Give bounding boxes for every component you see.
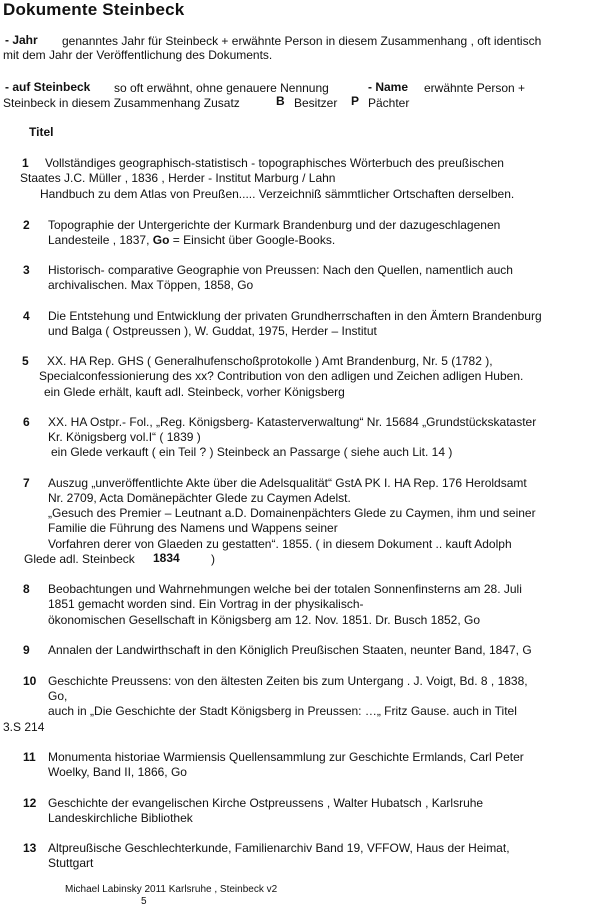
entry-line: archivalischen. Max Töppen, 1858, Go xyxy=(48,278,254,292)
entry-line: Go, xyxy=(48,689,68,703)
entry-line: Altpreußische Geschlechterkunde, Familienarchiv Band 19, VFFOW, Haus der Heimat, xyxy=(48,841,510,855)
entry-line: Landesteile , 1837, Go = Einsicht über Google-Books. xyxy=(48,233,336,247)
entry-line: Topographie der Untergerichte der Kurmark Brandenburg und der dazugeschlagenen xyxy=(48,218,501,232)
legend-name-key: - Name xyxy=(368,80,409,94)
entry-number: 8 xyxy=(23,582,30,596)
legend-b-key: B xyxy=(276,94,285,108)
document-title: Dokumente Steinbeck xyxy=(3,0,185,19)
entry-number: 7 xyxy=(23,476,30,490)
entry-line: ein Glede erhält, kauft adl. Steinbeck, vorher Königsberg xyxy=(44,385,345,399)
entry-line: auch in „Die Geschichte der Stadt Königsberg in Preussen: …„ Fritz Gause. auch in Titel xyxy=(48,704,517,718)
legend-p-key: P xyxy=(351,94,360,108)
legend-auf-text: so oft erwähnt, ohne genauere Nennung xyxy=(114,81,329,95)
entry-year-bold: 1834 xyxy=(153,551,180,565)
footer-page-number: 5 xyxy=(141,896,147,907)
legend-zusatz-text: Steinbeck in diesem Zusammenhang Zusatz xyxy=(3,96,240,110)
footer-author: Michael Labinsky 2011 Karlsruhe , Steinbeck v2 xyxy=(65,884,278,895)
entry-line: Glede adl. Steinbeck xyxy=(24,552,135,566)
section-title: Titel xyxy=(29,125,54,139)
entry-number: 5 xyxy=(22,354,29,368)
entry-line: Nr. 2709, Acta Domänepächter Glede zu Caymen Adelst. xyxy=(48,491,351,505)
entry-line: Stuttgart xyxy=(48,856,94,870)
entry-line: Annalen der Landwirthschaft in den Königlich Preußischen Staaten, neunter Band, 1847, G xyxy=(48,643,532,657)
legend-jahr-text-cont: mit dem Jahr der Veröffentlichung des Dokuments. xyxy=(3,48,273,62)
entry-line: XX. HA Rep. GHS ( Generalhufenschoßprotokolle ) Amt Brandenburg, Nr. 5 (1782 ), xyxy=(47,354,493,368)
entry-number: 9 xyxy=(23,643,30,657)
entry-line: Vorfahren derer von Glaeden zu gestatten“. 1855. ( in diesem Dokument .. kauft Adolph xyxy=(48,537,512,551)
entry-line: Die Entstehung und Entwicklung der privaten Grundherrschaften in den Ämtern Brandenburg xyxy=(48,309,542,323)
entry-number: 1 xyxy=(22,156,29,170)
entry-year-close: ) xyxy=(211,552,215,566)
legend-p-text: Pächter xyxy=(368,96,410,110)
entry-number: 11 xyxy=(23,750,36,764)
entry-line: „Gesuch des Premier – Leutnant a.D. Domainenpächters Glede zu Caymen, ihm und seiner xyxy=(48,506,536,520)
entry-line: Historisch- comparative Geographie von Preussen: Nach den Quellen, namentlich auch xyxy=(48,263,513,277)
entry-line: Specialconfessionierung des xx? Contribution von den adligen und Zeichen adligen Huben. xyxy=(39,369,524,383)
legend-name-text: erwähnte Person + xyxy=(424,81,526,95)
entry-line: Monumenta historiae Warmiensis Quellensammlung zur Geschichte Ermlands, Carl Peter xyxy=(48,750,524,764)
entry-number: 3 xyxy=(23,263,30,277)
entry-number: 13 xyxy=(23,841,37,855)
entry-line: Auszug „unveröffentlichte Akte über die Adelsqualität“ GstA PK I. HA Rep. 176 Heroldsamt xyxy=(48,476,527,490)
entry-line: XX. HA Ostpr.- Fol., „Reg. Königsberg- Katasterverwaltung“ Nr. 15684 „Grundstückskataster xyxy=(48,415,537,429)
legend-b-text: Besitzer xyxy=(294,96,338,110)
entry-line: Familie die Führung des Namens und Wappens seiner xyxy=(48,521,338,535)
entry-line: Kr. Königsberg vol.I“ ( 1839 ) xyxy=(48,430,201,444)
legend-auf-key: - auf Steinbeck xyxy=(5,80,91,94)
entry-line: 3.S 214 xyxy=(3,720,45,734)
entry-line: 1851 gemacht worden sind. Ein Vortrag in der physikalisch- xyxy=(48,597,364,611)
legend-jahr-key: - Jahr xyxy=(5,33,38,47)
entry-line: ein Glede verkauft ( ein Teil ? ) Steinbeck an Passarge ( siehe auch Lit. 14 ) xyxy=(51,445,453,459)
entry-number: 10 xyxy=(23,674,37,688)
entry-number: 6 xyxy=(23,415,30,429)
entry-number: 2 xyxy=(23,218,30,232)
entry-line: und Balga ( Ostpreussen ), W. Guddat, 1975, Herder – Institut xyxy=(48,324,377,338)
entry-line: Landeskirchliche Bibliothek xyxy=(48,811,193,825)
entry-line: Geschichte der evangelischen Kirche Ostpreussens , Walter Hubatsch , Karlsruhe xyxy=(48,796,484,810)
entry-line: Vollständiges geographisch-statistisch - topographisches Wörterbuch des preußischen xyxy=(45,156,504,170)
entry-line: Staates J.C. Müller , 1836 , Herder - Institut Marburg / Lahn xyxy=(20,171,336,185)
entry-line: Geschichte Preussens: von den ältesten Zeiten bis zum Untergang . J. Voigt, Bd. 8 , 1838, xyxy=(48,674,528,688)
entry-line: Beobachtungen und Wahrnehmungen welche bei der totalen Sonnenfinsterns am 28. Juli xyxy=(48,582,522,596)
entry-line: Handbuch zu dem Atlas von Preußen..... Verzeichniß sämmtlicher Ortschaften derselben. xyxy=(40,187,515,201)
entry-number: 4 xyxy=(23,309,30,323)
entry-line: ökonomischen Gesellschaft in Königsberg am 12. Nov. 1851. Dr. Busch 1852, Go xyxy=(48,613,481,627)
entry-line: Woelky, Band II, 1866, Go xyxy=(48,765,187,779)
entry-number: 12 xyxy=(23,796,37,810)
legend-jahr-text: genanntes Jahr für Steinbeck + erwähnte Person in diesem Zusammenhang , oft identisch xyxy=(62,34,542,48)
